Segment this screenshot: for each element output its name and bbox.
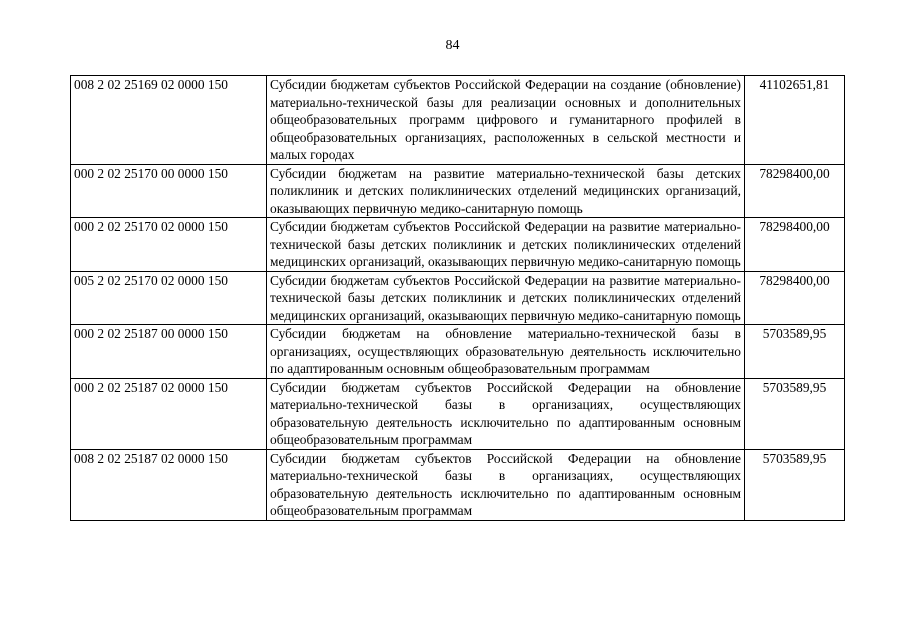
revenue-description: Субсидии бюджетам субъектов Российской Федерации на создание (обновление) материально-технической базы для реализации основных и дополнительных общеобразовательных программ цифрового и гуманитарного профилей в общеобразовательных организациях, расположенных в сельской местности и малых городах — [267, 76, 745, 165]
revenue-description: Субсидии бюджетам на развитие материально-технической базы детских поликлиник и детских поликлинических отделений медицинских организаций, оказывающих первичную медико-санитарную помощь — [267, 164, 745, 218]
amount-value: 78298400,00 — [745, 271, 845, 325]
page-number: 84 — [445, 38, 460, 53]
table-row — [71, 164, 845, 218]
amount-value: 78298400,00 — [745, 218, 845, 272]
revenue-description: Субсидии бюджетам на обновление материально-технической базы в организациях, осуществляющих образовательную деятельность исключительно по адаптированным основным общеобразовательным программам — [267, 325, 745, 379]
table-row — [71, 271, 845, 325]
amount-value: 5703589,95 — [745, 449, 845, 520]
revenue-description: Субсидии бюджетам субъектов Российской Федерации на развитие материально-технической базы детских поликлиник и детских поликлинических отделений медицинских организаций, оказывающих первичную медико-санитарную помощь — [267, 218, 745, 272]
revenue-description: Субсидии бюджетам субъектов Российской Федерации на обновление материально-технической базы в организациях, осуществляющих образовательную деятельность исключительно по адаптированным основным общеобразовательным программам — [267, 378, 745, 449]
amount-value: 5703589,95 — [745, 378, 845, 449]
budget-classification-code: 005 2 02 25170 02 0000 150 — [71, 271, 267, 325]
table-row — [71, 325, 845, 379]
table-row — [71, 378, 845, 449]
budget-classification-code: 000 2 02 25187 00 0000 150 — [71, 325, 267, 379]
budget-classification-code: 000 2 02 25170 00 0000 150 — [71, 164, 267, 218]
revenue-description: Субсидии бюджетам субъектов Российской Федерации на развитие материально-технической базы детских поликлиник и детских поликлинических отделений медицинских организаций, оказывающих первичную медико-санитарную помощь — [267, 271, 745, 325]
amount-value: 5703589,95 — [745, 325, 845, 379]
amount-value: 41102651,81 — [745, 76, 845, 165]
table-row — [71, 218, 845, 272]
budget-classification-code: 000 2 02 25170 02 0000 150 — [71, 218, 267, 272]
revenue-description: Субсидии бюджетам субъектов Российской Федерации на обновление материально-технической базы в организациях, осуществляющих образовательную деятельность исключительно по адаптированным основным общеобразовательным программам — [267, 449, 745, 520]
table-row — [71, 449, 845, 520]
budget-classification-code: 008 2 02 25169 02 0000 150 — [71, 76, 267, 165]
budget-classification-code: 000 2 02 25187 02 0000 150 — [71, 378, 267, 449]
amount-value: 78298400,00 — [745, 164, 845, 218]
table-row — [71, 76, 845, 165]
budget-classification-code: 008 2 02 25187 02 0000 150 — [71, 449, 267, 520]
budget-revenue-table — [70, 75, 845, 521]
